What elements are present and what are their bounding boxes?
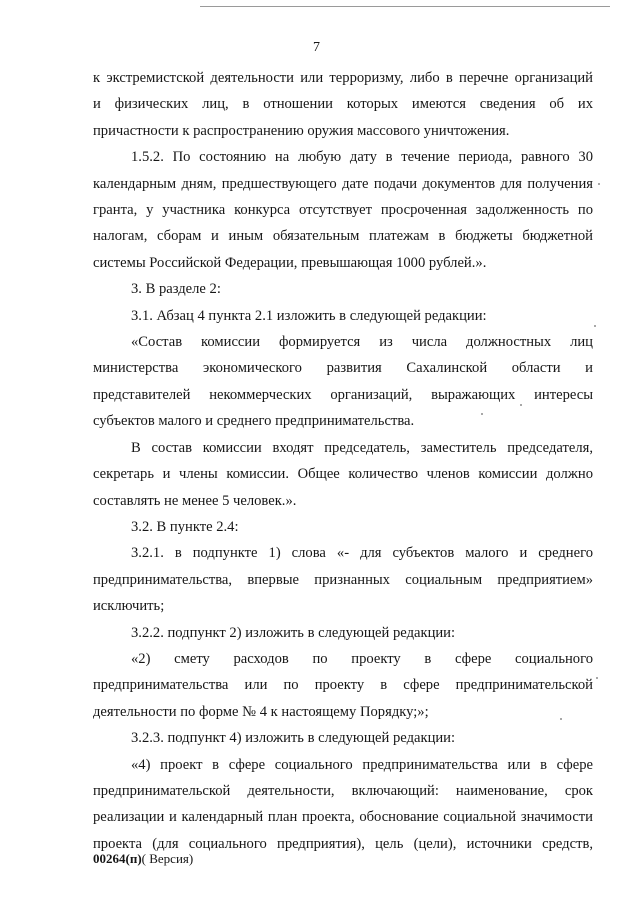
scan-speck [598, 183, 600, 185]
text-line: 3.2. В пункте 2.4: [131, 518, 239, 535]
scan-speck [596, 677, 598, 679]
text-line: «4) проект в сфере социального предпринимательства или в сфере [131, 756, 593, 773]
text-line: 3. В разделе 2: [131, 281, 221, 298]
text-line: министерства экономического развития Сахалинской области и [93, 360, 593, 377]
document-version: ( Версия) [141, 851, 194, 866]
text-line: «Состав комиссии формируется из числа должностных лиц [131, 334, 593, 351]
text-line: реализации и календарный план проекта, обоснование социальной значимости [93, 809, 593, 826]
text-line: системы Российской Федерации, превышающая 1000 рублей.». [93, 254, 487, 271]
text-line: предпринимательства или по проекту в сфере предпринимательской [93, 677, 593, 694]
text-line: В состав комиссии входят председатель, заместитель председателя, [131, 439, 593, 456]
document-footer [93, 851, 193, 867]
text-line: деятельности по форме № 4 к настоящему Порядку;»; [93, 703, 429, 720]
text-line: 3.1. Абзац 4 пункта 2.1 изложить в следующей редакции: [131, 307, 487, 324]
scan-edge-rule [200, 6, 610, 7]
text-line: составлять не менее 5 человек.». [93, 492, 297, 509]
text-line: гранта, у участника конкурса отсутствует просроченная задолженность по [93, 202, 593, 219]
text-line: 1.5.2. По состоянию на любую дату в течение периода, равного 30 [131, 149, 593, 166]
text-line: 3.2.2. подпункт 2) изложить в следующей редакции: [131, 624, 456, 641]
scan-speck [481, 413, 483, 415]
text-line: «2) смету расходов по проекту в сфере социального [131, 650, 593, 667]
text-line: представителей некоммерческих организаций, выражающих интересы [93, 386, 593, 403]
scan-speck [560, 718, 562, 720]
text-line: 3.2.1. в подпункте 1) слова «- для субъектов малого и среднего [131, 545, 593, 562]
text-line: секретарь и члены комиссии. Общее количество членов комиссии должно [93, 466, 593, 483]
scan-speck [520, 404, 522, 406]
document-body [93, 65, 593, 857]
text-line: причастности к распространению оружия массового уничтожения. [93, 122, 510, 139]
document-code: 00264(п) [93, 851, 142, 866]
text-line: к экстремистской деятельности или терроризму, либо в перечне организаций [93, 70, 593, 86]
text-line: исключить; [93, 598, 165, 615]
scan-speck [594, 325, 596, 327]
text-line: проекта (для социального предприятия), цель (цели), источники средств, [93, 835, 593, 852]
page-number: 7 [313, 40, 320, 55]
text-line: предпринимательской деятельности, включающий: наименование, срок [93, 782, 593, 799]
text-line: календарным дням, предшествующего дате подачи документов для получения [93, 175, 593, 192]
text-line: налогам, сборам и иным обязательным платежам в бюджеты бюджетной [93, 228, 593, 245]
text-line: предпринимательства, впервые признанных социальным предприятием» [93, 571, 593, 588]
text-line: субъектов малого и среднего предпринимательства. [93, 413, 415, 430]
text-line: 3.2.3. подпункт 4) изложить в следующей редакции: [131, 730, 456, 747]
text-line: и физических лиц, в отношении которых имеются сведения об их [93, 96, 593, 113]
